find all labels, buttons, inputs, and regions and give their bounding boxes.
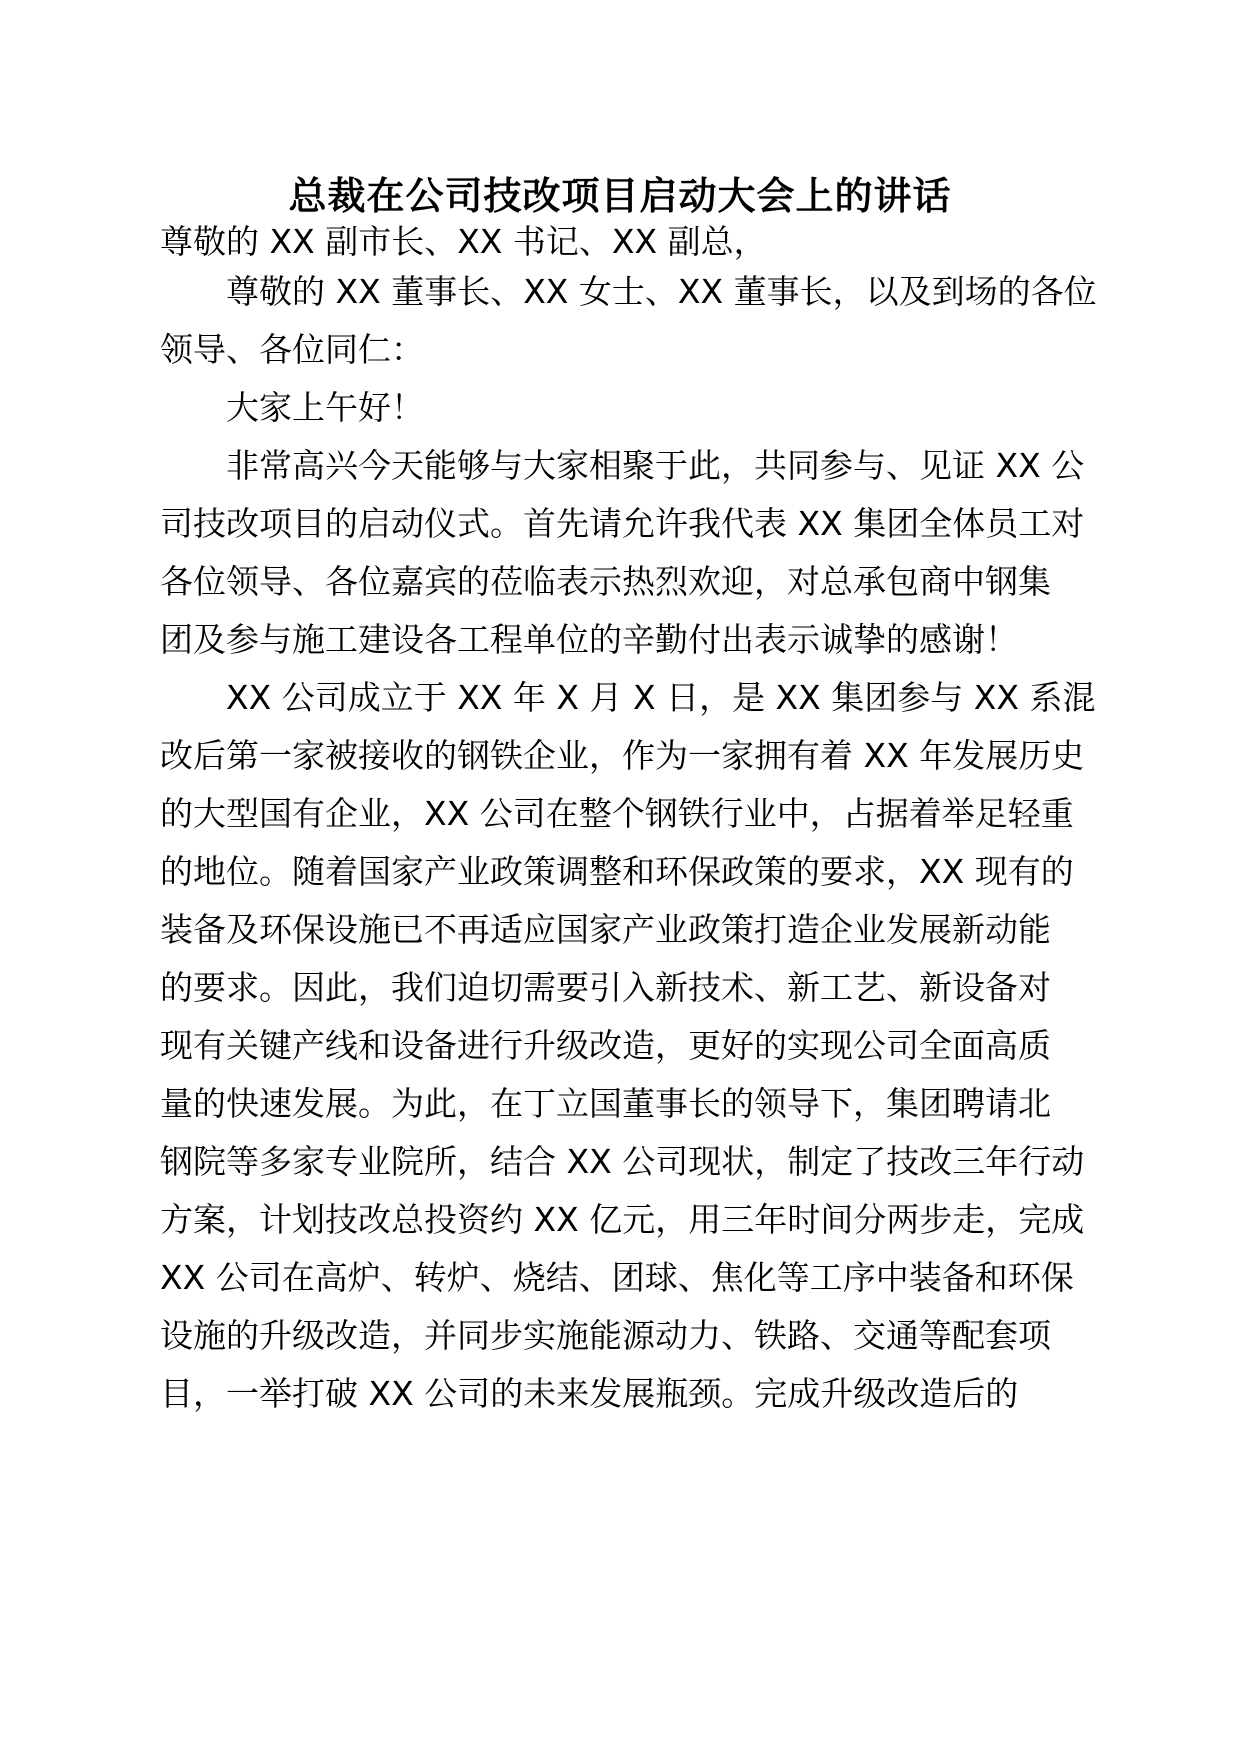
- text-line: 团及参与施工建设各工程单位的辛勤付出表示诚挚的感谢！: [160, 620, 1018, 659]
- text-line: 的大型国有企业，XX 公司在整个钢铁行业中，占据着举足轻重: [160, 794, 1074, 833]
- text-line: 现有关键产线和设备进行升级改造，更好的实现公司全面高质: [160, 1026, 1051, 1065]
- text-line: 各位领导、各位嘉宾的莅临表示热烈欢迎，对总承包商中钢集: [160, 562, 1051, 601]
- text-line: 装备及环保设施已不再适应国家产业政策打造企业发展新动能: [160, 910, 1051, 949]
- text-line: 尊敬的 XX 副市长、XX 书记、XX 副总，: [160, 222, 767, 261]
- text-line: 领导、各位同仁：: [160, 330, 424, 369]
- text-line: XX 公司在高炉、转炉、烧结、团球、焦化等工序中装备和环保: [160, 1258, 1074, 1297]
- text-line: 改后第一家被接收的钢铁企业，作为一家拥有着 XX 年发展历史: [160, 736, 1085, 775]
- text-line: 大家上午好！: [226, 388, 424, 427]
- text-line: 钢院等多家专业院所，结合 XX 公司现状，制定了技改三年行动: [160, 1142, 1085, 1181]
- text-line: 目，一举打破 XX 公司的未来发展瓶颈。完成升级改造后的: [160, 1374, 1019, 1413]
- text-line: 司技改项目的启动仪式。首先请允许我代表 XX 集团全体员工对: [160, 504, 1085, 543]
- text-line: 方案，计划技改总投资约 XX 亿元，用三年时间分两步走，完成: [160, 1200, 1085, 1239]
- text-line: 的要求。因此，我们迫切需要引入新技术、新工艺、新设备对: [160, 968, 1051, 1007]
- document-title: 总裁在公司技改项目启动大会上的讲话: [288, 174, 952, 218]
- text-line: XX 公司成立于 XX 年 X 月 X 日，是 XX 集团参与 XX 系混: [226, 678, 1096, 717]
- text-line: 设施的升级改造，并同步实施能源动力、铁路、交通等配套项: [160, 1316, 1051, 1355]
- text-line: 非常高兴今天能够与大家相聚于此，共同参与、见证 XX 公: [226, 446, 1085, 485]
- text-line: 量的快速发展。为此，在丁立国董事长的领导下，集团聘请北: [160, 1084, 1051, 1123]
- text-line: 的地位。随着国家产业政策调整和环保政策的要求，XX 现有的: [160, 852, 1074, 891]
- text-line: 尊敬的 XX 董事长、XX 女士、XX 董事长，以及到场的各位: [226, 272, 1097, 311]
